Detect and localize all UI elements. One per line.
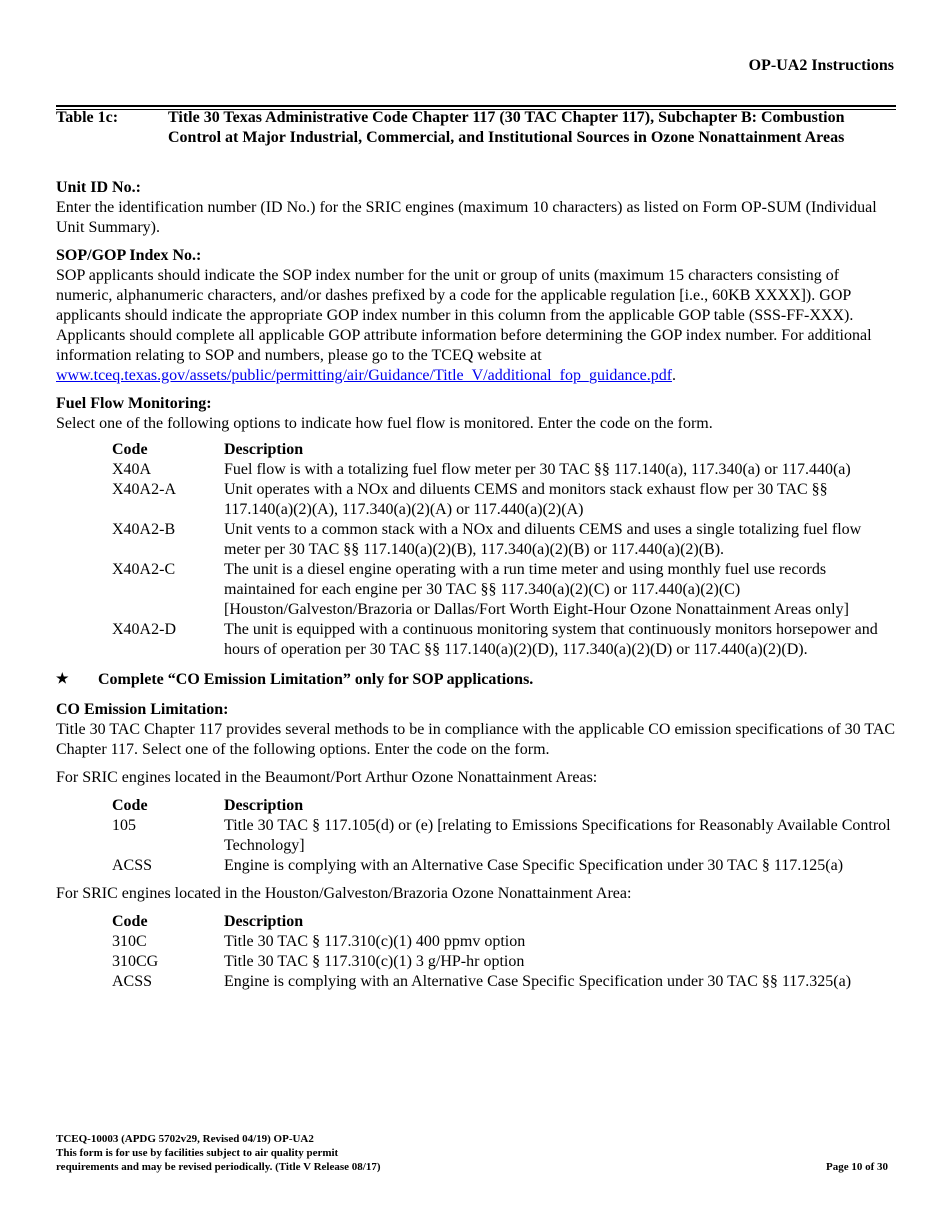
description-cell: Engine is complying with an Alternative Case Specific Specification under 30 TAC § 117.125(a): [224, 857, 844, 874]
table-heading: [56, 108, 896, 148]
footer-form-id: TCEQ-10003 (APDG 5702v29, Revised 04/19) OP-UA2: [56, 1133, 314, 1145]
footer-note-line1: This form is for use by facilities subject to air quality permit: [56, 1147, 339, 1159]
page-number: Page 10 of 30: [825, 1161, 888, 1173]
description-cell: Title 30 TAC § 117.310(c)(1) 3 g/HP-hr option: [224, 953, 525, 970]
unit-id-heading: Unit ID No.:: [56, 179, 141, 196]
code-cell: X40A2-A: [112, 481, 176, 498]
description-cell: Engine is complying with an Alternative Case Specific Specification under 30 TAC §§ 117.325(a): [224, 973, 852, 990]
code-table-header: [112, 912, 896, 932]
code-table-header: [112, 796, 896, 816]
footer-note-line2: requirements and may be revised periodically. (Title V Release 08/17): [56, 1161, 381, 1173]
sop-only-note: [56, 670, 896, 690]
table-row: [112, 932, 896, 952]
co-emission-heading: CO Emission Limitation:: [56, 701, 229, 718]
houston-intro: For SRIC engines located in the Houston/Galveston/Brazoria Ozone Nonattainment Area:: [56, 885, 632, 902]
table-row: [112, 952, 896, 972]
table-row: [112, 460, 896, 480]
beaumont-code-table: [112, 796, 896, 876]
beaumont-intro: For SRIC engines located in the Beaumont/Port Arthur Ozone Nonattainment Areas:: [56, 769, 598, 786]
code-column-header: Code: [112, 441, 148, 458]
sop-gop-text: [56, 266, 896, 386]
sop-only-note-text: Complete “CO Emission Limitation” only for SOP applications.: [98, 671, 534, 688]
document-body: [56, 178, 896, 992]
code-cell: X40A2-C: [112, 561, 176, 578]
description-cell: The unit is equipped with a continuous monitoring system that continuously monitors horsepower and hours of operation per 30 TAC §§ 117.140(a)(2)(D), 117.340(a)(2)(D) or 117.440(a)(2)(D).: [224, 621, 878, 658]
code-column-header: Code: [112, 797, 148, 814]
description-column-header: Description: [224, 797, 304, 814]
code-cell: X40A2-D: [112, 621, 176, 638]
sop-gop-section: [56, 246, 896, 386]
co-emission-intro: Title 30 TAC Chapter 117 provides several methods to be in compliance with the applicable CO emission specifications of 30 TAC Chapter 117. Select one of the following options. Enter the code on the form.: [56, 721, 896, 758]
code-cell: ACSS: [112, 973, 153, 990]
unit-id-section: [56, 178, 896, 238]
code-column-header: Code: [112, 913, 148, 930]
page-header-title: OP-UA2 Instructions: [748, 57, 894, 74]
description-column-header: Description: [224, 441, 304, 458]
description-column-header: Description: [224, 913, 304, 930]
header-rule: [56, 105, 896, 107]
description-cell: Fuel flow is with a totalizing fuel flow meter per 30 TAC §§ 117.140(a), 117.340(a) or 117.440(a): [224, 461, 851, 478]
table-label: Table 1c:: [56, 109, 119, 126]
star-icon: ★: [56, 672, 69, 687]
table-row: [112, 480, 896, 520]
fuel-flow-section: [56, 394, 896, 660]
description-cell: Unit operates with a NOx and diluents CEMS and monitors stack exhaust flow per 30 TAC §§ 117.140(a)(2)(A), 117.340(a)(2)(A) or 117.440(a)(2)(A): [224, 481, 828, 518]
code-table-header: [112, 440, 896, 460]
table-title: Title 30 Texas Administrative Code Chapter 117 (30 TAC Chapter 117), Subchapter B: Combustion Control at Major Industrial, Commercial, and Institutional Sources in Ozone Nonattainment Areas: [168, 109, 845, 146]
table-row: [112, 520, 896, 560]
page-footer: [56, 1132, 888, 1174]
description-cell: Unit vents to a common stack with a NOx and diluents CEMS and uses a single totalizing fuel flow meter per 30 TAC §§ 117.140(a)(2)(B), 117.340(a)(2)(B) or 117.440(a)(2)(B).: [224, 521, 862, 558]
code-cell: X40A2-B: [112, 521, 176, 538]
sop-gop-body: SOP applicants should indicate the SOP index number for the unit or group of units (maximum 15 characters consisting of numeric, alphanumeric characters, and/or dashes prefixed by a code for the applicable regulation [i.e., 60KB XXXX]). GOP applicants should indicate the appropriate GOP index number in this column from the applicable GOP table (SSS-FF-XXX). Applicants should complete all applicable GOP attribute information before determining the GOP index number. For additional information relating to SOP and numbers, please go to the TCEQ website at: [56, 267, 872, 364]
code-cell: ACSS: [112, 857, 153, 874]
code-cell: 105: [112, 817, 136, 834]
co-emission-section: [56, 700, 896, 992]
description-cell: Title 30 TAC § 117.105(d) or (e) [relating to Emissions Specifications for Reasonably Available Control Technology]: [224, 817, 891, 854]
table-row: [112, 816, 896, 856]
tceq-guidance-link[interactable]: www.tceq.texas.gov/assets/public/permitting/air/Guidance/Title_V/additional_fop_guidance.pdf: [56, 367, 673, 384]
fuel-flow-heading: Fuel Flow Monitoring:: [56, 395, 212, 412]
table-row: [112, 560, 896, 620]
table-row: [112, 972, 896, 992]
description-cell: Title 30 TAC § 117.310(c)(1) 400 ppmv option: [224, 933, 526, 950]
unit-id-text: Enter the identification number (ID No.) for the SRIC engines (maximum 10 characters) as listed on Form OP-SUM (Individual Unit Summary).: [56, 199, 877, 236]
houston-code-table: [112, 912, 896, 992]
table-row: [112, 620, 896, 660]
fuel-flow-intro: Select one of the following options to indicate how fuel flow is monitored. Enter the code on the form.: [56, 415, 713, 432]
table-row: [112, 856, 896, 876]
description-cell: The unit is a diesel engine operating with a run time meter and using monthly fuel use records maintained for each engine per 30 TAC §§ 117.340(a)(2)(C) or 117.440(a)(2)(C) [Houston/Galveston/Brazoria or Dallas/Fort Worth Eight-Hour Ozone Nonattainment Areas only]: [224, 561, 849, 618]
link-suffix: .: [672, 367, 677, 384]
code-cell: 310C: [112, 933, 147, 950]
code-cell: 310CG: [112, 953, 159, 970]
code-cell: X40A: [112, 461, 152, 478]
sop-gop-heading: SOP/GOP Index No.:: [56, 247, 202, 264]
fuel-flow-code-table: [112, 440, 896, 660]
